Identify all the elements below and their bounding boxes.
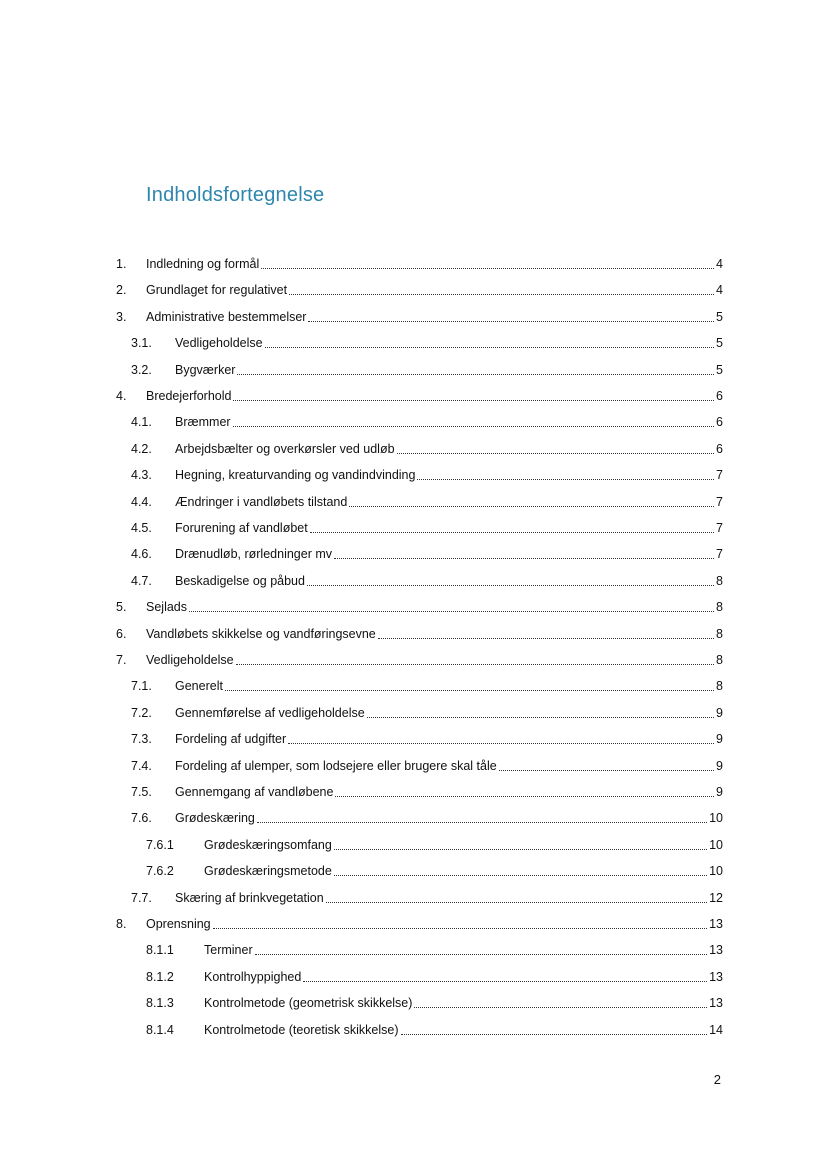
toc-entry-page: 4 <box>716 283 723 298</box>
toc-dot-leader <box>289 293 714 295</box>
toc-entry-page: 4 <box>716 257 723 271</box>
toc-entry-text: Bygværker <box>175 362 236 377</box>
toc-entry-number: 8.1.2 <box>146 969 174 984</box>
toc-entry-number: 4.1. <box>131 415 152 430</box>
toc-dot-leader <box>261 267 714 269</box>
toc-entry-text: Oprensning <box>146 917 211 931</box>
toc-entry-text: Administrative bestemmelser <box>146 309 307 324</box>
toc-entry[interactable] <box>116 388 723 404</box>
toc-entry-number: 4.4. <box>131 494 152 509</box>
toc-entry-number: 3.2. <box>131 362 152 377</box>
toc-entry-page: 7 <box>716 547 723 562</box>
toc-entry[interactable] <box>131 705 723 721</box>
toc-dot-leader <box>378 637 714 639</box>
toc-entry-text: Kontrolmetode (teoretisk skikkelse) <box>204 1022 399 1037</box>
toc-entry[interactable] <box>131 335 723 351</box>
toc-entry-page: 13 <box>709 996 723 1011</box>
toc-entry[interactable] <box>131 467 723 483</box>
toc-entry-number: 4.6. <box>131 547 152 562</box>
toc-dot-leader <box>255 953 707 955</box>
toc-entry-text: Vedligeholdelse <box>146 653 234 667</box>
toc-entry-number: 2. <box>116 283 127 298</box>
toc-entry-number: 8.1.3 <box>146 996 174 1011</box>
toc-entry[interactable] <box>131 678 723 694</box>
toc-entry-page: 8 <box>716 653 723 667</box>
toc-entry[interactable] <box>131 573 723 589</box>
toc-entry-number: 4.5. <box>131 521 152 535</box>
toc-entry-number: 7.6. <box>131 811 152 826</box>
toc-entry[interactable] <box>131 494 723 510</box>
toc-entry[interactable] <box>131 890 723 906</box>
toc-entry-page: 8 <box>716 626 723 641</box>
toc-entry-number: 7.3. <box>131 732 152 747</box>
toc-entry-text: Hegning, kreaturvanding og vandindvinding <box>175 468 416 483</box>
toc-entry-text: Grødeskæringsomfang <box>204 837 332 852</box>
toc-entry-page: 5 <box>716 336 723 351</box>
toc-dot-leader <box>288 742 714 744</box>
toc-entry-text: Fordeling af ulemper, som lodsejere eller brugere skal tåle <box>175 758 497 773</box>
toc-entry-text: Ændringer i vandløbets tilstand <box>175 494 348 509</box>
toc-entry[interactable] <box>146 837 723 853</box>
toc-dot-leader <box>334 848 707 850</box>
toc-entry-text: Terminer <box>204 943 253 958</box>
toc-entry[interactable] <box>146 995 723 1011</box>
toc-entry-text: Beskadigelse og påbud <box>175 573 305 588</box>
toc-dot-leader <box>237 373 714 375</box>
toc-entry-number: 4.3. <box>131 468 152 483</box>
toc-dot-leader <box>414 1006 707 1008</box>
toc-dot-leader <box>335 795 714 797</box>
toc-dot-leader <box>349 505 714 507</box>
toc-entry-number: 4.2. <box>131 441 152 456</box>
toc-dot-leader <box>308 320 714 322</box>
toc-entry[interactable] <box>146 863 723 879</box>
toc-dot-leader <box>257 821 707 823</box>
toc-entry-page: 13 <box>709 969 723 984</box>
toc-entry[interactable] <box>131 784 723 800</box>
toc-entry[interactable] <box>131 731 723 747</box>
toc-entry[interactable] <box>131 362 723 378</box>
toc-entry-text: Fordeling af udgifter <box>175 732 287 747</box>
toc-entry-text: Gennemgang af vandløbene <box>175 785 334 799</box>
toc-entry-text: Bræmmer <box>175 415 231 430</box>
toc-entry-text: Vedligeholdelse <box>175 336 263 351</box>
toc-entry-page: 5 <box>716 362 723 377</box>
toc-entry-text: Sejlads <box>146 600 187 615</box>
toc-entry-page: 6 <box>716 415 723 430</box>
toc-entry[interactable] <box>116 599 723 615</box>
toc-entry-text: Gennemførelse af vedligeholdelse <box>175 705 365 720</box>
toc-entry-number: 8.1.4 <box>146 1022 174 1037</box>
toc-entry-page: 6 <box>716 441 723 456</box>
toc-dot-leader <box>334 557 714 559</box>
toc-entry-number: 4. <box>116 389 127 403</box>
toc-entry-text: Grundlaget for regulativet <box>146 283 288 298</box>
toc-entry-page: 8 <box>716 600 723 615</box>
toc-dot-leader <box>233 425 714 427</box>
toc-entry[interactable] <box>146 1022 723 1038</box>
toc-entry-page: 9 <box>716 785 723 799</box>
toc-entry-page: 9 <box>716 732 723 747</box>
toc-entry-page: 12 <box>709 890 723 905</box>
toc-entry-page: 6 <box>716 389 723 403</box>
toc-entry-number: 8. <box>116 917 127 931</box>
toc-entry-page: 10 <box>709 811 723 826</box>
toc-dot-leader <box>233 399 714 401</box>
toc-entry-number: 7.2. <box>131 705 152 720</box>
toc-entry-page: 8 <box>716 679 723 694</box>
toc-title: Indholdsfortegnelse <box>146 184 325 206</box>
toc-entry-text: Kontrolhyppighed <box>204 969 302 984</box>
toc-entry[interactable] <box>116 256 723 272</box>
toc-entry[interactable] <box>116 916 723 932</box>
toc-dot-leader <box>401 1033 708 1035</box>
toc-dot-leader <box>397 452 715 454</box>
toc-entry[interactable] <box>131 546 723 562</box>
toc-dot-leader <box>417 478 714 480</box>
toc-entry[interactable] <box>131 758 723 774</box>
toc-entry-number: 7.1. <box>131 679 152 694</box>
toc-dot-leader <box>213 927 707 929</box>
toc-entry-page: 7 <box>716 521 723 535</box>
toc-entry-text: Vandløbets skikkelse og vandføringsevne <box>146 626 376 641</box>
toc-dot-leader <box>236 663 714 665</box>
toc-entry-text: Grødeskæring <box>175 811 255 826</box>
toc-entry[interactable] <box>116 309 723 325</box>
toc-entry-page: 9 <box>716 758 723 773</box>
toc-entry-text: Kontrolmetode (geometrisk skikkelse) <box>204 996 413 1011</box>
toc-entry-number: 4.7. <box>131 573 152 588</box>
toc-entry-page: 10 <box>709 864 723 879</box>
page-number: 2 <box>713 1072 721 1087</box>
toc-entry[interactable] <box>146 969 723 985</box>
toc-entry-page: 5 <box>716 309 723 324</box>
toc-entry-page: 8 <box>716 573 723 588</box>
toc-entry-text: Forurening af vandløbet <box>175 521 308 535</box>
toc-entry-text: Indledning og formål <box>146 257 260 271</box>
toc-entry-page: 13 <box>709 917 723 931</box>
toc-dot-leader <box>303 980 707 982</box>
toc-dot-leader <box>310 531 714 533</box>
toc-entry-number: 6. <box>116 626 127 641</box>
toc-entry-text: Generelt <box>175 679 223 694</box>
toc-entry-text: Drænudløb, rørledninger mv <box>175 547 332 562</box>
toc-dot-leader <box>499 769 714 771</box>
toc-entry-number: 7.4. <box>131 758 152 773</box>
toc-entry[interactable] <box>146 942 723 958</box>
toc-entry-page: 10 <box>709 837 723 852</box>
toc-entry-number: 7.6.1 <box>146 837 174 852</box>
toc-entry-number: 7. <box>116 653 127 667</box>
toc-entry-page: 7 <box>716 468 723 483</box>
toc-entry-page: 9 <box>716 705 723 720</box>
toc-entry-number: 3.1. <box>131 336 152 351</box>
toc-entry[interactable] <box>116 282 723 298</box>
toc-entry[interactable] <box>131 441 723 457</box>
toc-entry-text: Bredejerforhold <box>146 389 232 403</box>
toc-dot-leader <box>334 874 707 876</box>
toc-entry-number: 1. <box>116 257 127 271</box>
toc-entry[interactable] <box>116 626 723 642</box>
toc-dot-leader <box>367 716 714 718</box>
toc-dot-leader <box>189 610 714 612</box>
toc-dot-leader <box>326 901 707 903</box>
toc-entry-text: Grødeskæringsmetode <box>204 864 332 879</box>
toc-entry[interactable] <box>131 520 723 536</box>
toc-entry[interactable] <box>131 810 723 826</box>
toc-entry-number: 7.6.2 <box>146 864 174 879</box>
toc-entry-page: 14 <box>709 1022 723 1037</box>
toc-dot-leader <box>265 346 714 348</box>
toc-entry-text: Arbejdsbælter og overkørsler ved udløb <box>175 441 395 456</box>
toc-entry-number: 7.5. <box>131 785 152 799</box>
toc-entry-page: 7 <box>716 494 723 509</box>
toc-entry[interactable] <box>116 652 723 668</box>
toc-entry-page: 13 <box>709 943 723 958</box>
toc-dot-leader <box>307 584 714 586</box>
toc-entry[interactable] <box>131 414 723 430</box>
toc-dot-leader <box>225 689 714 691</box>
toc-entry-number: 7.7. <box>131 890 152 905</box>
toc-entry-text: Skæring af brinkvegetation <box>175 890 324 905</box>
toc-entry-number: 8.1.1 <box>146 943 174 958</box>
toc-entry-number: 5. <box>116 600 127 615</box>
toc-entry-number: 3. <box>116 309 127 324</box>
